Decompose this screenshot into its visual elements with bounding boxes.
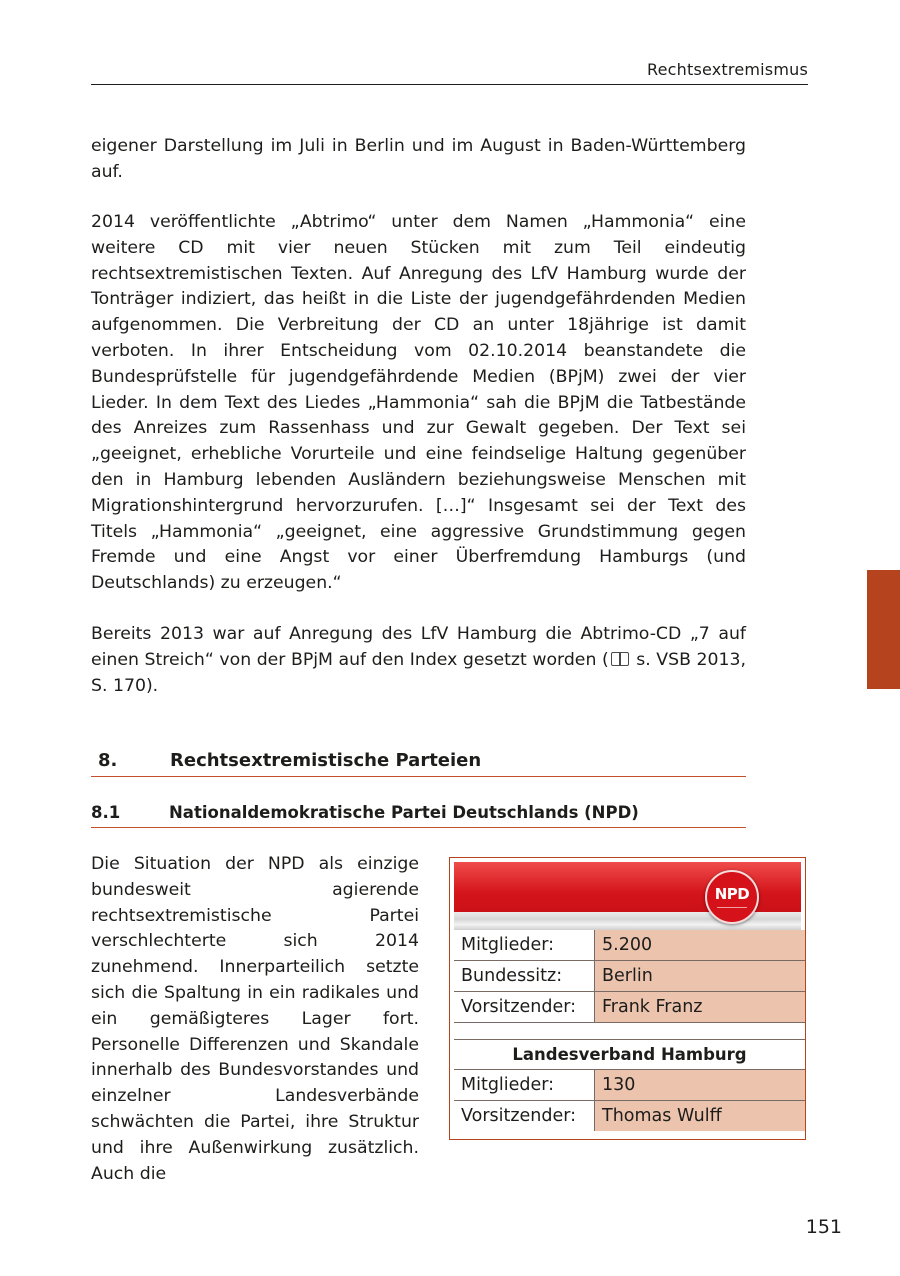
row-value: Thomas Wulff	[595, 1101, 806, 1132]
section-8-1-title: Nationaldemokratische Partei Deutschlands (NPD)	[169, 803, 639, 822]
row-value: 5.200	[595, 930, 806, 961]
landesverband-heading-row	[454, 1040, 805, 1070]
row-label: Bundessitz:	[454, 961, 595, 992]
npd-info-table	[454, 930, 805, 1131]
paragraph-3-text-b: s. VSB 2013, S. 170).	[91, 649, 746, 696]
row-value: 130	[595, 1070, 806, 1101]
chapter-tab-marker	[867, 570, 900, 689]
row-label: Mitglieder:	[454, 1070, 595, 1101]
row-value: Berlin	[595, 961, 806, 992]
table-spacer-row	[454, 1023, 805, 1040]
table-row	[454, 1070, 805, 1101]
section-8-1-number: 8.1	[91, 803, 121, 822]
npd-intro-text: Die Situation der NPD als einzige bundesweit agierende rechtsextremistische Partei verschlechterte sich 2014 zunehmend. Innerparteilich setzte sich die Spaltung in ein radikales und ein gemäßigteres Lager fort. Personelle Differenzen und Skandale innerhalb des Bundesvorstandes und einzelner Landesverbände schwächten die Partei, ihre Struktur und ihre Außenwirkung zusätzlich. Auch die	[91, 854, 419, 1184]
running-header: Rechtsextremismus	[647, 60, 808, 79]
table-row	[454, 992, 805, 1023]
npd-logo-icon: NPD	[705, 870, 759, 924]
paragraph-3-text-a: Bereits 2013 war auf Anregung des LfV Hamburg die Abtrimo-CD „7 auf einen Streich“ von der BPjM auf den Index gesetzt worden (	[91, 624, 746, 670]
section-8-title: Rechtsextremistische Parteien	[170, 750, 482, 771]
table-row	[454, 930, 805, 961]
row-label: Mitglieder:	[454, 930, 595, 961]
paragraph-1: eigener Darstellung im Juli in Berlin und im August in Baden-Württemberg auf.	[91, 136, 746, 182]
header-rule	[91, 84, 808, 85]
table-row	[454, 961, 805, 992]
paragraph-3	[91, 622, 746, 699]
book-icon	[611, 652, 629, 666]
table-row	[454, 1101, 805, 1132]
section-8-number: 8.	[98, 750, 118, 771]
paragraph-2: 2014 veröffentlichte „Abtrimo“ unter dem Namen „Hammonia“ eine weitere CD mit vier neuen Stücken mit zum Teil eindeutig rechtsextremistischen Texten. Auf Anregung des LfV Hamburg wurde der Tonträger indiziert, das heißt in die Liste der jugendgefährdenden Medien aufgenommen. Die Verbreitung der CD an unter 18jährige ist damit verboten. In ihrer Entscheidung vom 02.10.2014 beanstandete die Bundesprüfstelle für jugendgefährdende Medien (BPjM) zwei der vier Lieder. In dem Text des Liedes „Hammonia“ sah die BPjM die Tatbestände des Anreizes zum Rassenhass und zur Gewalt gegeben. Der Text sei „geeignet, erhebliche Vorurteile und eine feindselige Haltung gegenüber den in Hamburg lebenden Ausländern beziehungsweise Menschen mit Migrationshintergrund hervorzurufen. […]“ Insgesamt sei der Text des Titels „Hammonia“ „geeignet, eine aggressive Grundstimmung gegen Fremde und eine Angst vor einer Überfremdung Hamburgs (und Deutschlands) zu erzeugen.“	[91, 212, 746, 594]
row-label: Vorsitzender:	[454, 1101, 595, 1132]
section-8-heading	[91, 750, 746, 777]
landesverband-heading: Landesverband Hamburg	[454, 1040, 805, 1070]
section-8-1-heading	[91, 803, 746, 828]
page-number: 151	[805, 1216, 842, 1238]
row-value: Frank Franz	[595, 992, 806, 1023]
npd-banner	[454, 862, 801, 930]
row-label: Vorsitzender:	[454, 992, 595, 1023]
npd-info-box	[449, 857, 806, 1140]
